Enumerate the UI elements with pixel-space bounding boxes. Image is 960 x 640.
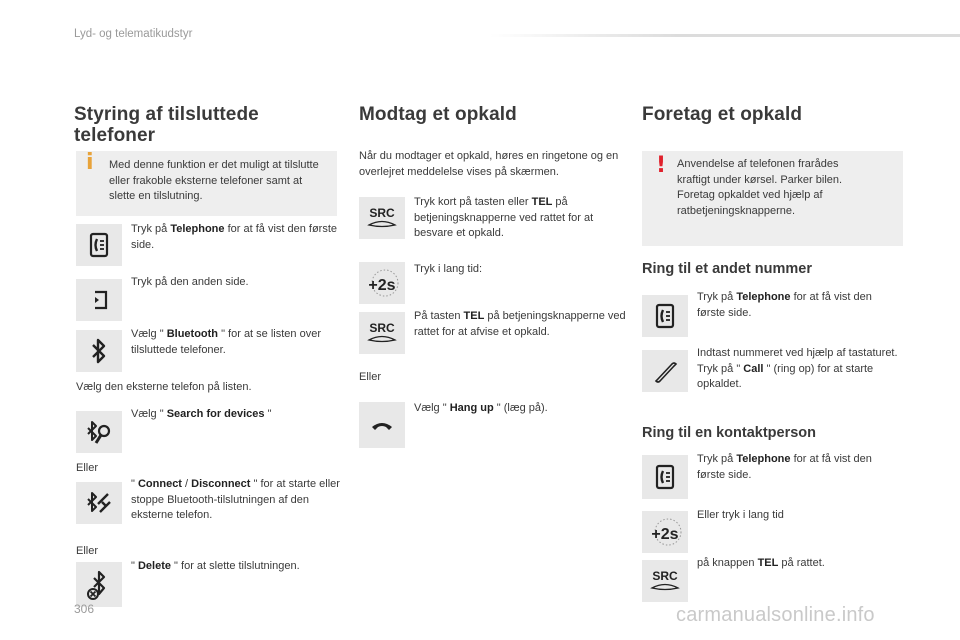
header-rule [490,34,960,37]
text-part: " for at slette tilslutningen. [171,560,300,572]
warning-icon: ! [656,153,667,178]
src-button-icon-2 [359,312,405,354]
src-icon-label: SRC [652,569,678,583]
text-bold: Search for devices [166,408,265,420]
text-part: Tryk på [131,223,171,235]
text-part: Vælg " [131,328,167,340]
text-part: Vælg " [131,408,167,420]
or-label-2: Eller [76,545,99,557]
s2-step-tel-text [697,556,903,572]
step-next-page-text: Tryk på den anden side. [131,276,249,288]
long-press-2s-icon-2 [642,511,688,553]
phone-book-icon [76,224,122,266]
two-s-icon-label: +2s [651,526,679,543]
text-part: " for at starte eller stoppe Bluetooth-tilslutningen af den eksterne telefon. [131,478,340,521]
text-part: " [131,560,138,572]
src-button-icon-3 [642,560,688,602]
text-bold: TEL [463,310,485,322]
text-part: på betjeningsknapperne ved rattet for at besvare et opkald. [414,196,594,239]
title-line-1: Styring af tilsluttede [74,104,259,125]
text-bold: Connect [137,478,182,490]
text-part: " for at se listen over tilsluttede telefoner. [131,328,321,356]
dial-handset-icon [642,350,688,392]
or-label-3: Eller [359,371,382,383]
text-part: Tryk kort på tasten eller [414,196,532,208]
step-telephone-text [131,222,341,253]
choose-phone-text: Vælg den eksterne telefon på listen. [76,381,252,393]
step-bluetooth-text [131,327,341,358]
info-icon: i [86,150,94,175]
text-part: " [131,478,138,490]
s2-step-long-press-text: Eller tryk i lang tid [697,509,784,521]
receive-intro-text: Når du modtager et opkald, høres en ringetone og en overlejret meddelelse vises på skærmen. [359,150,619,178]
two-s-icon-label: +2s [368,277,396,294]
s1-step-dial-text [697,346,903,393]
text-part: / [181,478,192,490]
src-icon-label: SRC [369,321,395,335]
src-icon-label: SRC [369,206,395,220]
text-part: Vælg " [414,402,450,414]
text-line: Indtast nummeret ved hjælp af tastaturet. [697,347,898,359]
connect-disconnect-icon [76,482,122,524]
step-connect-text [131,477,341,524]
title-line-2: telefoner [74,125,156,146]
delete-connection-icon [76,562,122,607]
text-part: på betjeningsknapperne ved rattet for at afvise et opkald. [414,310,626,338]
subtitle-call-contact: Ring til en kontaktperson [642,425,817,441]
section-title-receive-call: Modtag et opkald [359,104,517,125]
step-search-text [131,407,341,423]
long-press-2s-icon [359,262,405,304]
step-hang-up-text [414,401,626,417]
text-part: Tryk på [697,453,737,465]
step-long-press-text: Tryk i lang tid: [414,263,483,275]
page-header-title: Lyd- og telematikudstyr [74,28,193,40]
search-devices-icon [76,411,122,453]
text-part: for at få vist den første side. [697,291,872,319]
step-answer-text [414,195,626,242]
text-bold: Delete [137,560,171,572]
phone-book-icon-3 [642,455,688,499]
text-part: på rattet. [778,557,825,569]
text-bold: TEL [531,196,553,208]
or-label-1: Eller [76,462,99,474]
s1-step-telephone-text [697,290,903,321]
text-part: for at få vist den første side. [697,453,872,481]
text-part: " [264,408,272,420]
warning-note-text: Anvendelse af telefonen frarådes kraftigt under kørsel. Parker bilen. Foretag opkaldet ved hjælp af ratbetjeningsknapperne. [677,158,843,217]
text-bold: Telephone [170,223,225,235]
text-part: på knappen [697,557,758,569]
bluetooth-icon [76,330,122,372]
text-bold: TEL [757,557,779,569]
watermark: carmanualsonline.info [676,604,875,626]
src-button-icon [359,197,405,239]
text-part: På tasten [414,310,464,322]
section-title-manage-phones [74,104,344,146]
next-page-icon [76,279,122,321]
text-part: Tryk på " [697,362,744,375]
phone-book-icon-2 [642,295,688,337]
page-number: 306 [74,602,95,616]
warning-note-box [642,151,903,246]
step-delete-text [131,559,341,575]
text-line [697,362,903,393]
s2-step-telephone-text [697,452,903,483]
section-title-make-call: Foretag et opkald [642,104,803,125]
text-part: for at få vist den første side. [131,223,338,251]
text-bold: Disconnect [191,478,251,490]
text-part: " (ring op) for at starte opkaldet. [697,362,874,390]
text-bold: Hang up [449,402,494,414]
text-bold: Telephone [736,291,791,303]
text-bold: Bluetooth [166,328,219,340]
info-note-text: Med denne funktion er det muligt at tilslutte eller frakoble eksterne telefoner samt at slette en tilslutning. [109,159,319,202]
hang-up-icon [359,402,405,448]
text-bold: Call [743,362,764,375]
info-note-box [76,151,337,216]
text-bold: Telephone [736,453,791,465]
text-part: Tryk på [697,291,737,303]
step-reject-text [414,309,626,340]
text-part: " (læg på). [493,402,548,414]
subtitle-call-number: Ring til et andet nummer [642,261,812,277]
